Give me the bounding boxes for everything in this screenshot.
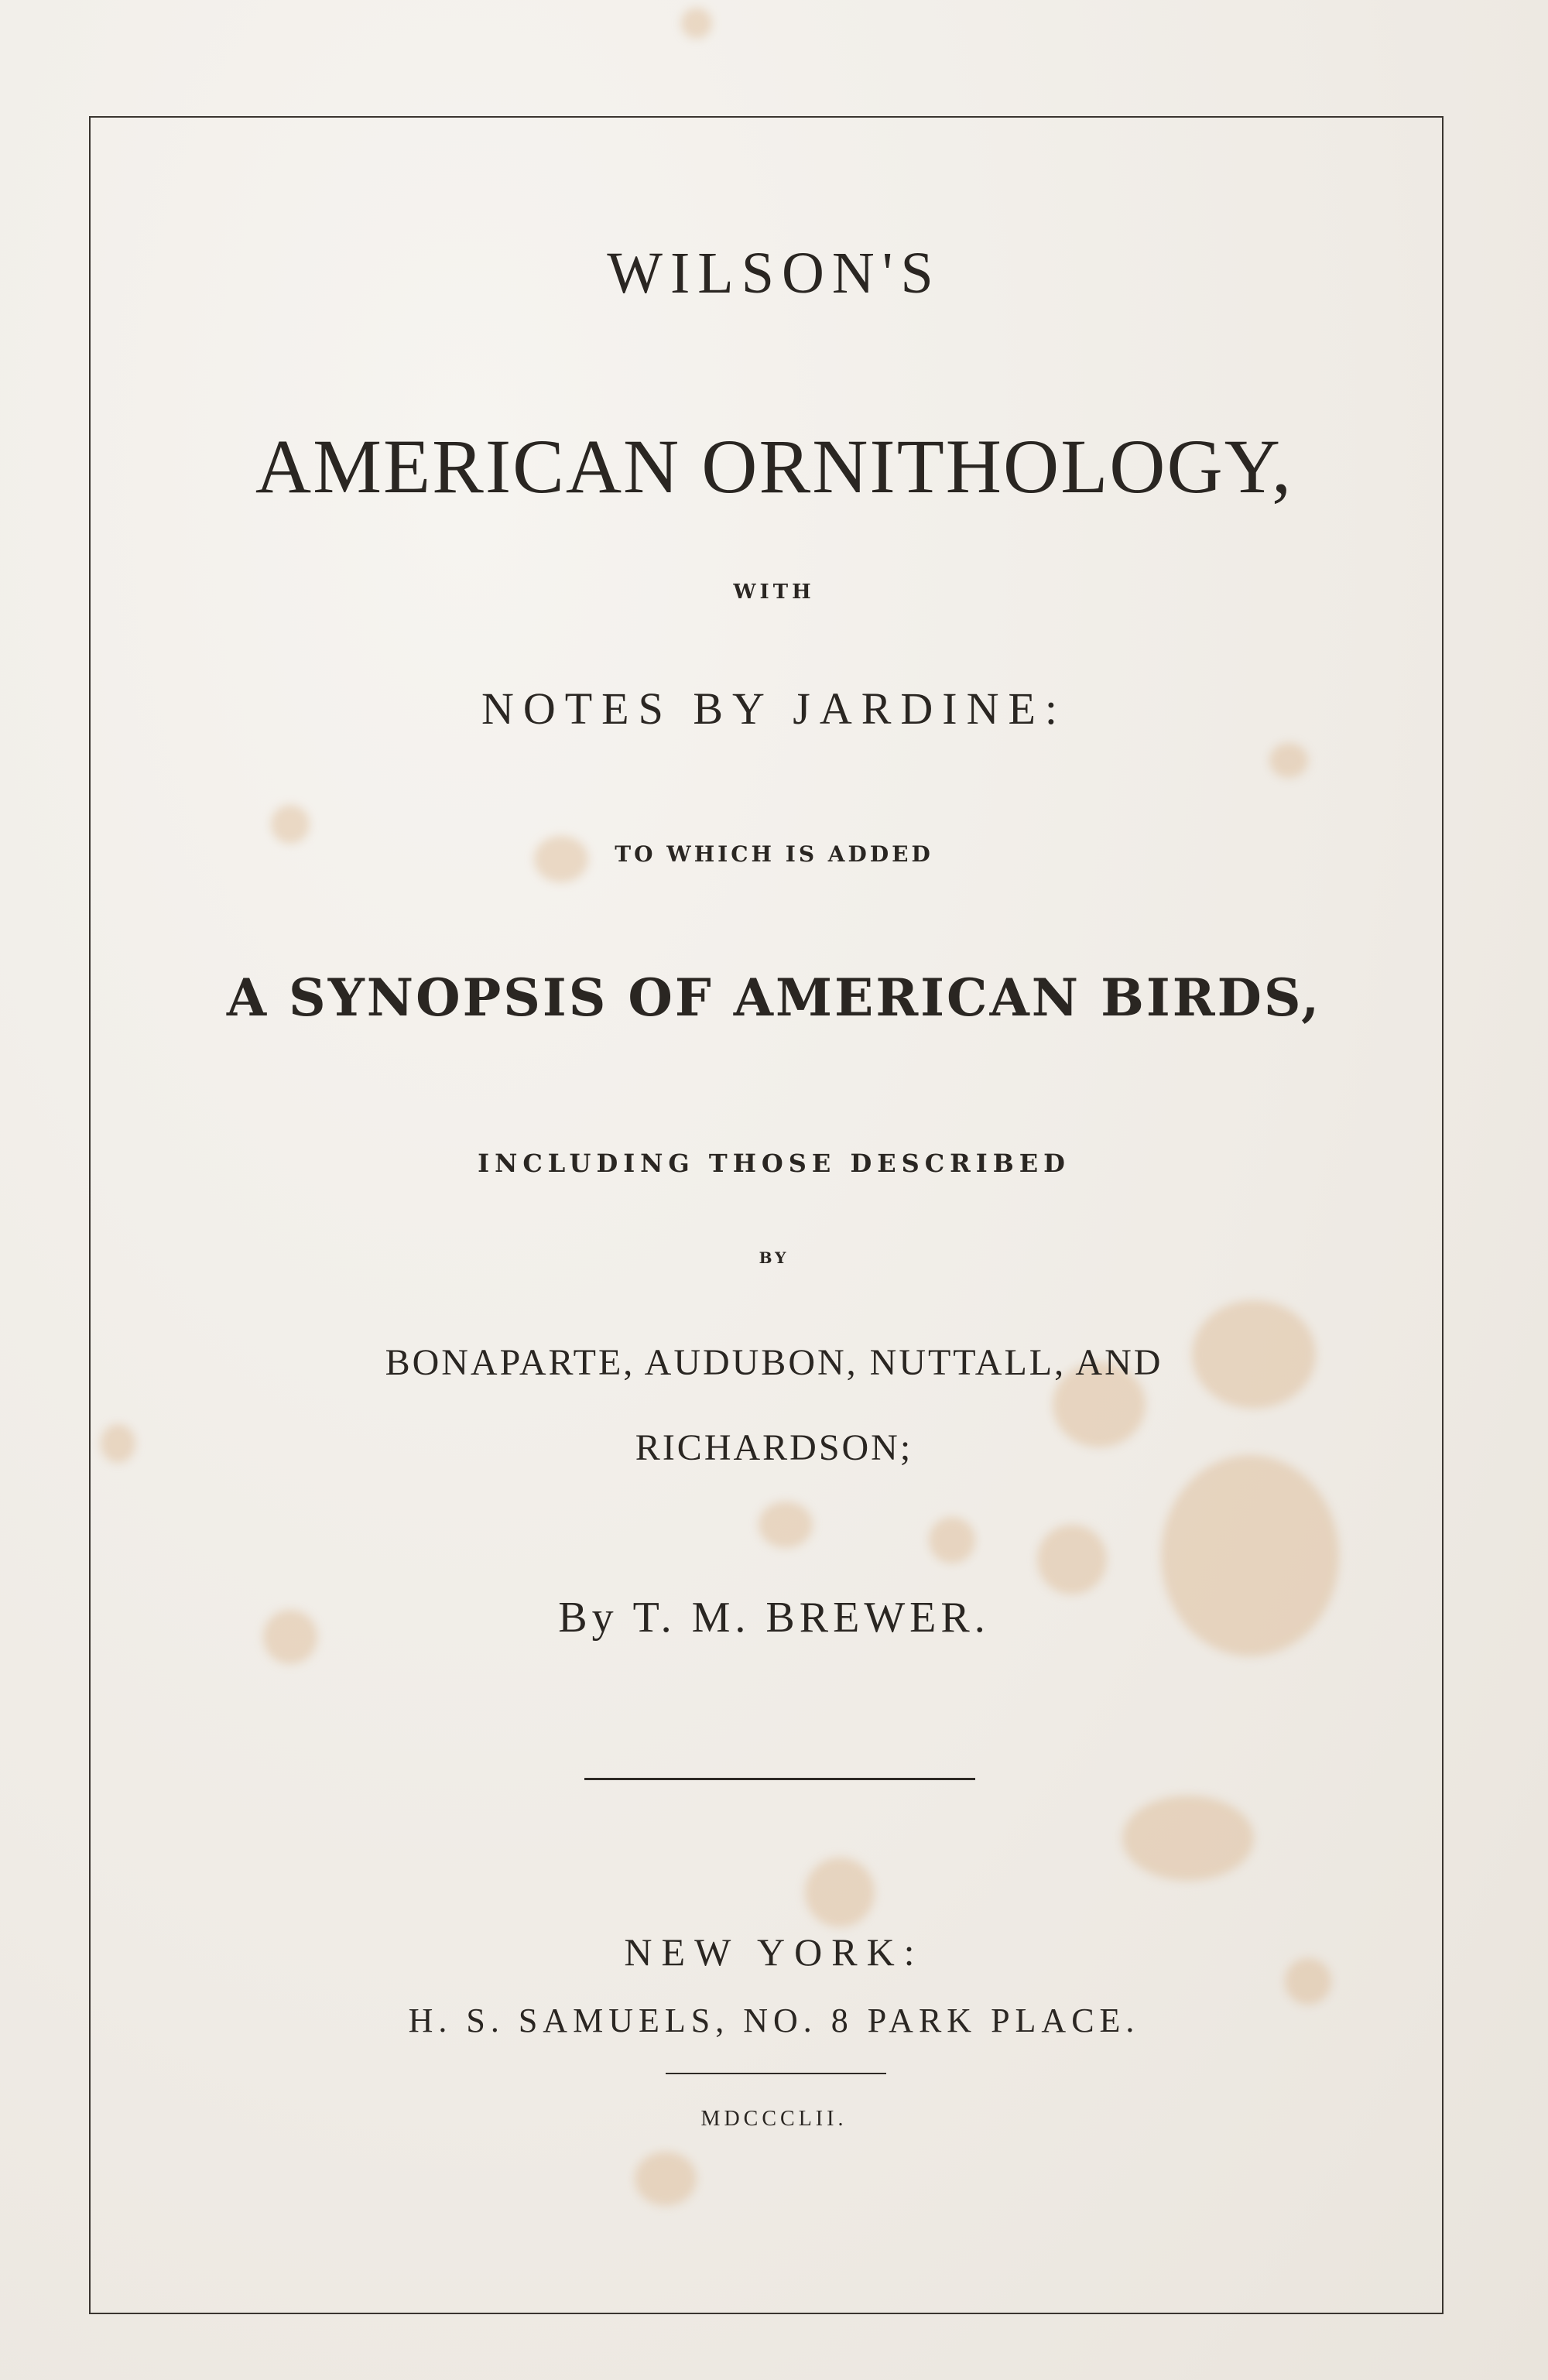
to-which-line: TO WHICH IS ADDED xyxy=(615,841,933,867)
names-line-2: RICHARDSON; xyxy=(635,1427,913,1468)
names-line-1: BONAPARTE, AUDUBON, NUTTALL, AND xyxy=(385,1342,1163,1383)
including-line: INCLUDING THOSE DESCRIBED xyxy=(478,1149,1070,1178)
book-title: AMERICAN ORNITHOLOGY, xyxy=(255,423,1293,509)
imprint-city: NEW YORK: xyxy=(624,1930,924,1974)
by-line: BY xyxy=(759,1248,789,1267)
notes-line: NOTES BY JARDINE: xyxy=(481,683,1067,734)
synopsis-line: A SYNOPSIS OF AMERICAN BIRDS, xyxy=(226,967,1322,1028)
divider-rule xyxy=(584,1778,975,1780)
with-line: WITH xyxy=(733,580,815,604)
foxing-stain xyxy=(681,8,712,39)
author-heading: WILSON'S xyxy=(607,241,941,306)
imprint-publisher: H. S. SAMUELS, NO. 8 PARK PLACE. xyxy=(408,2002,1140,2039)
divider-rule-small xyxy=(666,2073,886,2074)
imprint-year: MDCCCLII. xyxy=(700,2107,848,2131)
editor-line: By T. M. BREWER. xyxy=(558,1594,990,1642)
